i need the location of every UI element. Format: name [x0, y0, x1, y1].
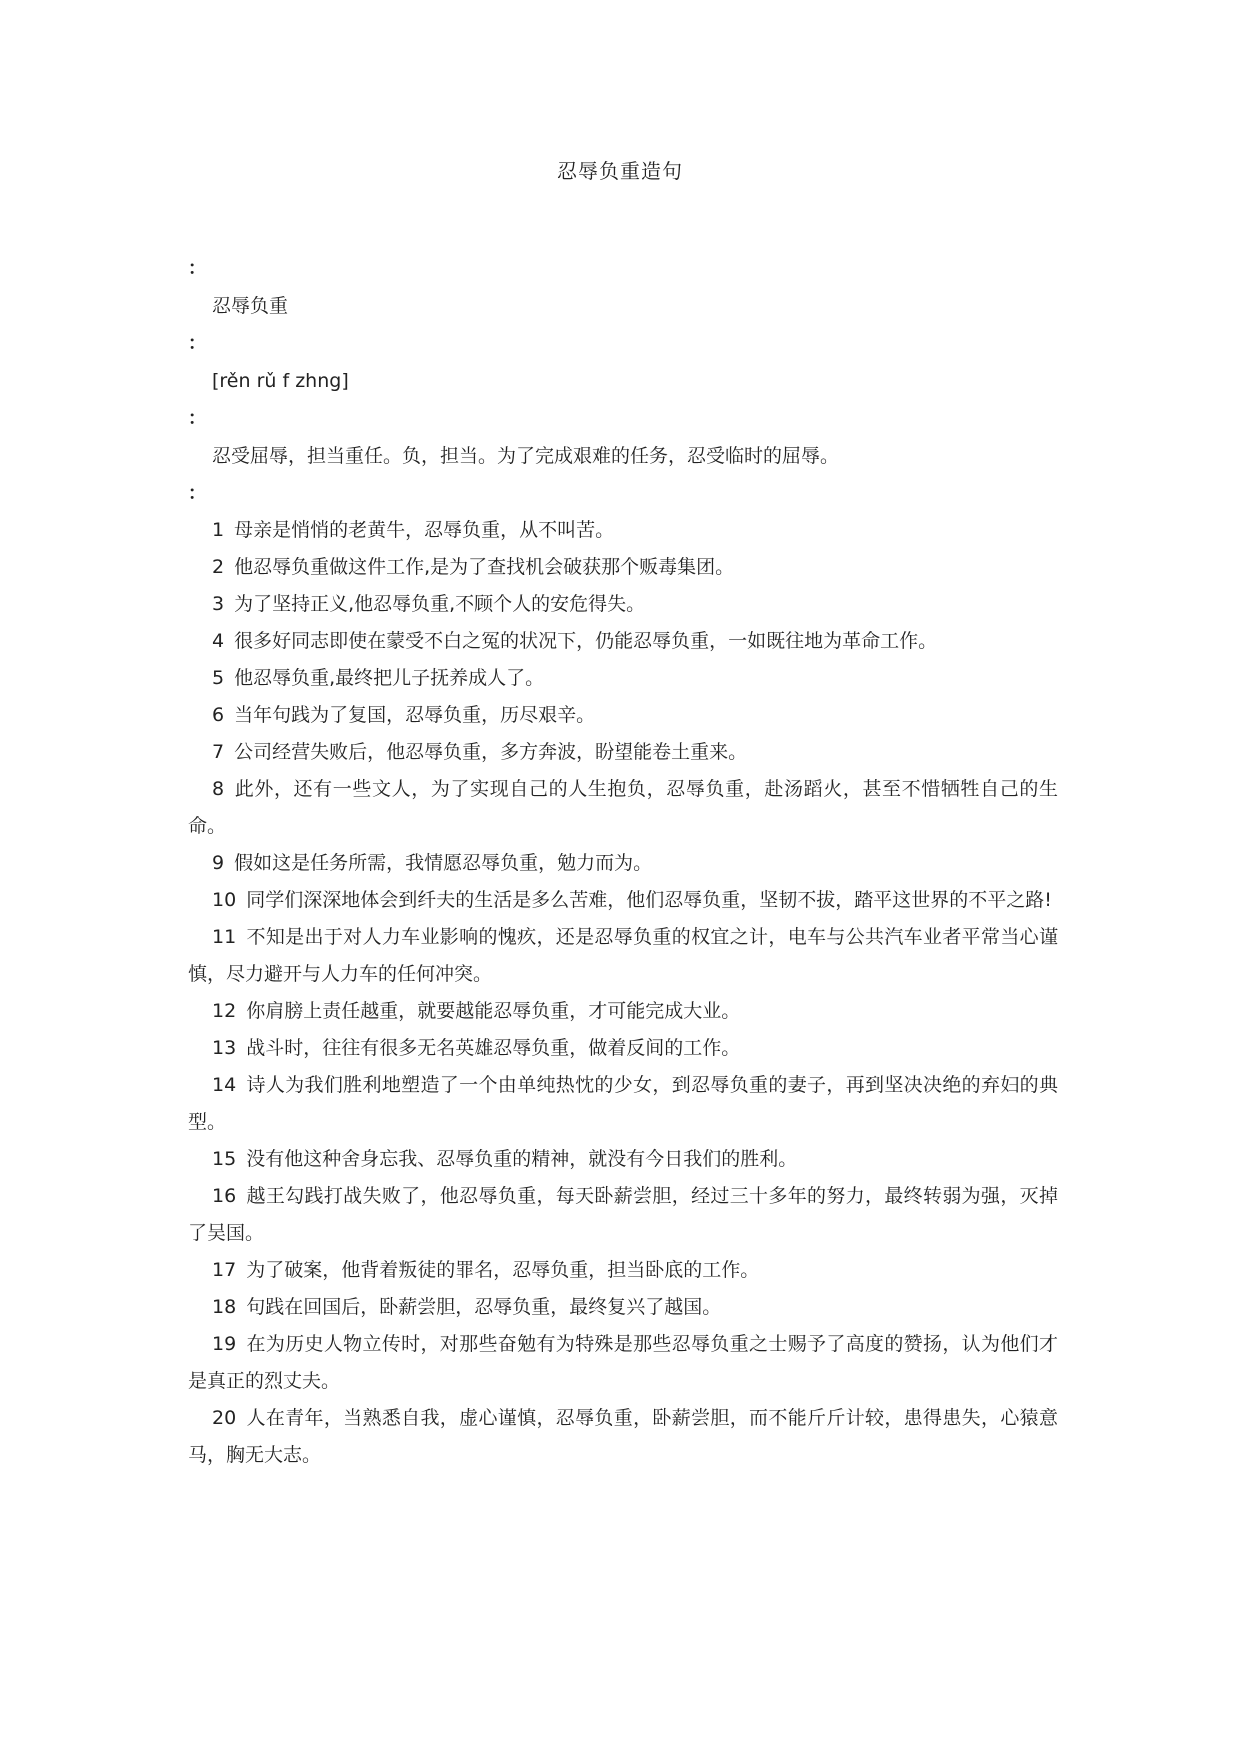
example-sentence	[188, 919, 1058, 993]
example-sentence	[188, 623, 1058, 660]
example-number: 18	[212, 1296, 237, 1318]
example-sentence	[188, 1141, 1058, 1178]
example-sentence	[188, 512, 1058, 549]
example-sentence	[188, 845, 1058, 882]
example-text: 为了坚持正义,他忍辱负重,不顾个人的安危得失。	[234, 593, 646, 615]
example-sentence	[188, 882, 1058, 919]
example-number: 19	[212, 1333, 237, 1355]
example-text: 人在青年，当熟悉自我，虚心谨慎，忍辱负重，卧薪尝胆，而不能斤斤计较，患得患失，心猿意马，胸无大志。	[188, 1407, 1058, 1466]
definition-entry: 忍受屈辱，担当重任。负，担当。为了完成艰难的任务，忍受临时的屈辱。	[212, 445, 840, 467]
word-entry: 忍辱负重	[212, 295, 289, 317]
example-text: 母亲是悄悄的老黄牛，忍辱负重，从不叫苦。	[234, 519, 615, 541]
example-number: 9	[212, 852, 225, 874]
example-sentence	[188, 993, 1058, 1030]
example-text: 他忍辱负重,最终把儿子抚养成人了。	[234, 667, 545, 689]
example-number: 12	[212, 1000, 237, 1022]
example-text: 当年句践为了复国，忍辱负重，历尽艰辛。	[234, 704, 596, 726]
example-number: 5	[212, 667, 225, 689]
example-text: 同学们深深地体会到纤夫的生活是多么苦难，他们忍辱负重，坚韧不拔，踏平这世界的不平之路!	[246, 889, 1052, 911]
example-number: 11	[212, 926, 237, 948]
example-sentence	[188, 1252, 1058, 1289]
example-number: 10	[212, 889, 237, 911]
example-text: 公司经营失败后，他忍辱负重，多方奔波，盼望能卷土重来。	[234, 741, 748, 763]
example-number: 3	[212, 593, 225, 615]
example-list	[188, 512, 1058, 1474]
example-sentence	[188, 1178, 1058, 1252]
example-text: 你肩膀上责任越重，就要越能忍辱负重，才可能完成大业。	[246, 1000, 741, 1022]
example-sentence	[188, 660, 1058, 697]
example-sentence	[188, 1030, 1058, 1067]
example-text: 句践在回国后，卧薪尝胆，忍辱负重，最终复兴了越国。	[246, 1296, 722, 1318]
example-text: 他忍辱负重做这件工作,是为了查找机会破获那个贩毒集团。	[234, 556, 735, 578]
example-text: 没有他这种舍身忘我、忍辱负重的精神，就没有今日我们的胜利。	[246, 1148, 798, 1170]
example-sentence	[188, 734, 1058, 771]
example-number: 16	[212, 1185, 237, 1207]
example-number: 2	[212, 556, 225, 578]
example-number: 8	[212, 778, 225, 800]
example-sentence	[188, 1400, 1058, 1474]
section-marker-word: ：	[188, 258, 206, 279]
example-number: 17	[212, 1259, 237, 1281]
example-number: 4	[212, 630, 225, 652]
page-title: 忍辱负重造句	[557, 159, 683, 183]
example-text: 很多好同志即使在蒙受不白之冤的状况下，仍能忍辱负重，一如既往地为革命工作。	[234, 630, 938, 652]
pinyin-entry: [rěn rǔ f zhng]	[212, 370, 349, 392]
example-text: 此外，还有一些文人，为了实现自己的人生抱负，忍辱负重，赴汤蹈火，甚至不惜牺牲自己的生命。	[188, 778, 1058, 837]
example-text: 诗人为我们胜利地塑造了一个由单纯热忱的少女，到忍辱负重的妻子，再到坚决决绝的弃妇的典型。	[188, 1074, 1058, 1133]
example-number: 15	[212, 1148, 237, 1170]
example-text: 不知是出于对人力车业影响的愧疚，还是忍辱负重的权宜之计，电车与公共汽车业者平常当心谨慎，尽力避开与人力车的任何冲突。	[188, 926, 1058, 985]
example-sentence	[188, 697, 1058, 734]
example-text: 战斗时，往往有很多无名英雄忍辱负重，做着反间的工作。	[246, 1037, 741, 1059]
example-number: 6	[212, 704, 225, 726]
example-text: 为了破案，他背着叛徒的罪名，忍辱负重，担当卧底的工作。	[246, 1259, 760, 1281]
example-text: 假如这是任务所需，我情愿忍辱负重，勉力而为。	[234, 852, 653, 874]
example-text: 越王勾践打战失败了，他忍辱负重，每天卧薪尝胆，经过三十多年的努力，最终转弱为强，灭掉了吴国。	[188, 1185, 1058, 1244]
example-number: 1	[212, 519, 225, 541]
example-number: 13	[212, 1037, 237, 1059]
example-sentence	[188, 1289, 1058, 1326]
section-marker-examples: ：	[188, 483, 206, 504]
example-sentence	[188, 549, 1058, 586]
example-text: 在为历史人物立传时，对那些奋勉有为特殊是那些忍辱负重之士赐予了高度的赞扬，认为他们才是真正的烈丈夫。	[188, 1333, 1058, 1392]
example-number: 20	[212, 1407, 237, 1429]
example-sentence	[188, 1067, 1058, 1141]
example-sentence	[188, 586, 1058, 623]
example-number: 14	[212, 1074, 237, 1096]
section-marker-definition: ：	[188, 408, 206, 429]
example-number: 7	[212, 741, 225, 763]
document-body	[188, 250, 1058, 1474]
section-marker-pinyin: ：	[188, 333, 206, 354]
example-sentence	[188, 771, 1058, 845]
example-sentence	[188, 1326, 1058, 1400]
